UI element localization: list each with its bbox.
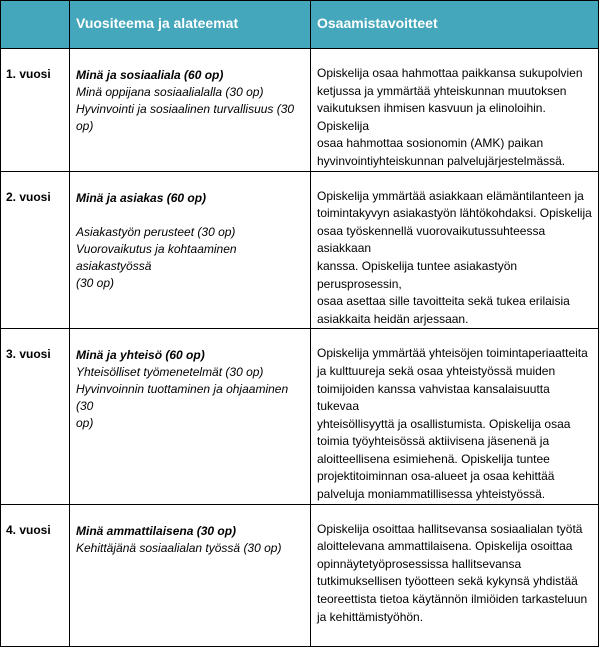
sub-theme: Kehittäjänä sosiaalialan työssä (30 op) — [76, 540, 282, 555]
goal-line: aloitteellisena esimiehenä. Opiskelija tuntee — [317, 451, 550, 466]
goal-line: Opiskelija osoittaa hallitsevansa sosiaalialan työtä — [317, 521, 583, 536]
goal-line: osaa asettaa sille tavoitteita sekä tukea erilaisia — [317, 294, 570, 309]
goal-line: toimijoiden kanssa vahvistaa kansalaisuutta tukevaa — [317, 381, 550, 414]
sub-theme: Asiakastyön perusteet (30 op) — [76, 224, 236, 239]
main-theme: Minä ammattilaisena (30 op) — [76, 523, 237, 538]
sub-theme: op) — [76, 416, 94, 431]
goal-line: yhteisöllisyyttä ja osallistumista. Opiskelija osaa — [317, 416, 571, 431]
header-year-cell — [1, 1, 70, 49]
table-row — [1, 171, 599, 329]
main-theme: Minä ja sosiaaliala (60 op) — [76, 68, 224, 82]
spacer — [76, 207, 304, 224]
year-cell: 1. vuosi — [1, 49, 70, 172]
main-theme: Minä ja yhteisö (60 op) — [76, 348, 205, 363]
goal-line: opinnäytetyöprosessissa hallitsevansa — [317, 556, 522, 571]
year-cell: 3. vuosi — [1, 329, 70, 504]
sub-theme: Minä oppijana sosiaalialalla (30 op) — [76, 85, 264, 99]
table-row — [1, 49, 599, 172]
goal-line: Opiskelija ymmärtää asiakkaan elämäntilanteen ja — [317, 188, 584, 203]
goal-line: projektitoiminnan osa-alueet ja osaa kehittää — [317, 469, 555, 484]
header-themes-cell: Vuositeema ja alateemat — [70, 1, 311, 49]
goal-line: Opiskelija ymmärtää yhteisöjen toimintaperiaatteita — [317, 346, 588, 361]
goal-line: palveluja moniammatillisessa yhteistyössä. — [317, 487, 546, 502]
goal-line: ja kulttuureja sekä osaa yhteistyössä muiden — [317, 363, 556, 378]
goal-line: ketjussa ja ymmärtää yhteiskunnan muutoksen — [317, 83, 567, 98]
goal-line: asiakkaita heidän arjessaan. — [317, 311, 469, 326]
goal-line: hyvinvointiyhteiskunnan palvelujärjestelmässä. — [317, 153, 566, 168]
table-row — [1, 329, 599, 504]
goal-line: osaa työskennellä vuorovaikutussuhteessa asiakkaan — [317, 223, 546, 256]
header-goals-cell: Osaamistavoitteet — [311, 1, 599, 49]
sub-theme: Yhteisölliset työmenetelmät (30 op) — [76, 365, 264, 380]
goals-cell — [311, 171, 599, 329]
goal-line: Opiskelija osaa hahmottaa paikkansa sukupolvien — [317, 66, 583, 80]
year-cell: 2. vuosi — [1, 171, 70, 329]
goal-line: osaa hahmottaa sosionomin (AMK) paikan — [317, 136, 544, 151]
goal-line: toimia työyhteisössä aktiivisena jäsenenä ja — [317, 434, 550, 449]
goal-line: aloittelevana ammattilaisena. Opiskelija osoittaa — [317, 539, 573, 554]
goals-cell — [311, 49, 599, 172]
goal-line: vaikutuksen ihmisen kasvuun ja elinoloihin. Opiskelija — [317, 101, 546, 133]
goals-cell — [311, 504, 599, 646]
themes-cell — [70, 49, 311, 172]
table-header-row — [1, 1, 599, 49]
sub-theme: (30 op) — [76, 275, 115, 290]
themes-cell — [70, 504, 311, 646]
sub-theme: Hyvinvoinnin tuottaminen ja ohjaaminen (30 — [76, 382, 289, 414]
sub-theme: Hyvinvointi ja sosiaalinen turvallisuus (30 op) — [76, 102, 295, 133]
year-cell: 4. vuosi — [1, 504, 70, 646]
table-row — [1, 504, 599, 646]
goal-line: teoreettista tietoa käytännön ilmiöiden tarkasteluun — [317, 592, 588, 607]
main-theme: Minä ja asiakas (60 op) — [76, 190, 207, 205]
goal-line: tutkimuksellisen työotteen sekä kykynsä yhdistää — [317, 574, 578, 589]
goals-cell — [311, 329, 599, 504]
goal-line: toimintakyvyn asiakastyön lähtökohdaksi. Opiskelija — [317, 206, 592, 221]
themes-cell — [70, 329, 311, 504]
themes-cell — [70, 171, 311, 329]
goal-line: kanssa. Opiskelija tuntee asiakastyön perusprosessin, — [317, 258, 518, 291]
goal-line: ja kehittämistyöhön. — [317, 609, 424, 624]
sub-theme: Vuorovaikutus ja kohtaaminen asiakastyössä — [76, 241, 237, 273]
